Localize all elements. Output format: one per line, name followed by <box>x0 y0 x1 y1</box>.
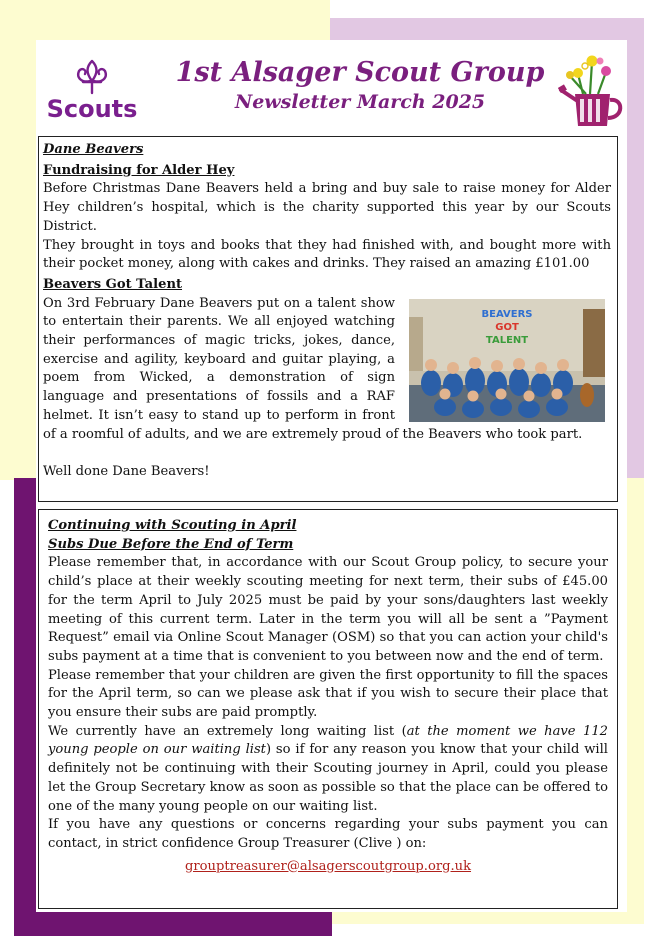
subs-paragraph-2: Please remember that your children are given the first opportunity to fill the spaces for the April term, so can we please ask that if you wish to secure their place that you ensure their subs are paid promptly. <box>48 667 608 721</box>
well-done-line: Well done Dane Beavers! <box>43 463 210 479</box>
waiting-list-note: at the moment we have 112 young people on our waiting list <box>48 723 608 758</box>
banner-line-2: GOT <box>495 321 519 333</box>
banner-line-1: BEAVERS <box>481 308 533 320</box>
subs-paragraph-3: We currently have an extremely long waiting list (at the moment we have 112 young people on our waiting list) so if for any reason you know that your child will definitely not be continuing with their Scouting journey in April, could you please let the Group Secretary know as soon as possible so that the place can be offered to one of the many young people on our waiting list. <box>48 723 608 814</box>
subs-paragraph-1: Please remember that, in accordance with our Scout Group policy, to secure your child’s place at their weekly scouting meeting for next term, their subs of £45.00 for the term April to July 2025 must be paid by your sons/daughters last weekly meeting of this current term. Later in the term you will all be sent a ”Payment Request” email via Online Scout Manager (OSM) so that you can action your child's subs payment at a time that is convenient to you between now and the end of term. <box>48 555 608 664</box>
fundraising-subheading: Fundraising for Alder Hey <box>43 162 235 178</box>
treasurer-email-link[interactable]: grouptreasurer@alsagerscoutgroup.org.uk <box>184 858 472 874</box>
scouts-wordmark: Scouts <box>46 95 138 123</box>
watering-can-flowers-icon <box>558 52 626 130</box>
fleur-de-lis-icon <box>72 58 112 96</box>
talent-paragraph: BEAVERS GOT TALENT On 3rd February Dane Beavers put on a talent show to entertain their parents. We all enjoyed watching their performances of magic tricks, jokes, dance, exercise and agility, keyboard and guitar playing, a poem from Wicked, a demonstration of sign language and presentations of fossils and a RAF helmet. It isn’t easy to stand up to perform in front of a roomful of adults, and we are extremely proud of the Beavers who took part. <box>43 295 611 445</box>
banner-line-3: TALENT <box>485 334 529 346</box>
fundraising-paragraph-1: Before Christmas Dane Beavers held a bring and buy sale to raise money for Alder Hey children’s hospital, which is the charity supported this year by our Scouts District. <box>43 181 611 234</box>
dane-beavers-section <box>38 136 618 502</box>
masthead <box>150 56 570 114</box>
subs-heading-line-1: Continuing with Scouting in April <box>48 518 297 533</box>
spacer-line <box>43 444 611 463</box>
newsletter-title: 1st Alsager Scout Group <box>175 57 545 88</box>
talent-subheading: Beavers Got Talent <box>43 276 183 292</box>
fundraising-paragraph-2: They brought in toys and books that they had finished with, and bought more with their pocket money, along with cakes and drinks. They raised an amazing £101.00 <box>43 237 611 272</box>
dane-beavers-heading: Dane Beavers <box>43 142 144 157</box>
subs-section <box>38 509 618 909</box>
subs-paragraph-4: If you have any questions or concerns regarding your subs payment you can contact, in strict confidence Group Treasurer (Clive ) on: <box>48 817 608 851</box>
newsletter-subtitle: Newsletter March 2025 <box>234 91 486 113</box>
scouts-logo <box>44 58 140 130</box>
beavers-group-photo <box>409 299 605 422</box>
subs-heading-line-2: Subs Due Before the End of Term <box>48 536 294 552</box>
